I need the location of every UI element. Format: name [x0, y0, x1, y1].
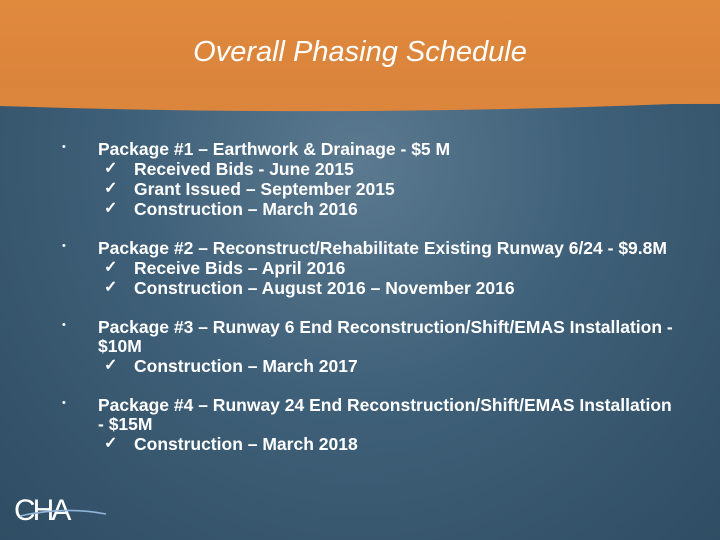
milestone-list	[98, 356, 682, 376]
package-title: Package #4 – Runway 24 End Reconstruction/Shift/EMAS Installation - $15M	[98, 395, 672, 434]
package-list	[62, 140, 682, 474]
package-title: Package #1 – Earthwork & Drainage - $5 M	[98, 139, 451, 159]
package-title: Package #3 – Runway 6 End Reconstruction/Shift/EMAS Installation - $10M	[98, 317, 673, 356]
milestone-item	[98, 278, 682, 298]
cha-logo	[14, 494, 124, 528]
checkmark-icon: ✓	[104, 180, 118, 197]
milestone-item	[98, 356, 682, 376]
checkmark-icon: ✓	[104, 357, 118, 374]
package-item	[62, 396, 682, 454]
milestone-text: Construction – March 2016	[134, 199, 358, 219]
bullet-icon: •	[62, 141, 66, 153]
bullet-icon: •	[62, 319, 66, 331]
bullet-icon: •	[62, 397, 66, 409]
package-title: Package #2 – Reconstruct/Rehabilitate Existing Runway 6/24 - $9.8M	[98, 238, 667, 258]
bullet-icon: •	[62, 240, 66, 252]
logo-text: CHA	[14, 494, 69, 527]
milestone-list	[98, 434, 682, 454]
milestone-item	[98, 199, 682, 219]
checkmark-icon: ✓	[104, 200, 118, 217]
package-item	[62, 239, 682, 298]
milestone-text: Construction – March 2018	[134, 434, 358, 454]
milestone-list	[98, 159, 682, 219]
package-item	[62, 318, 682, 376]
checkmark-icon: ✓	[104, 160, 118, 177]
milestone-text: Received Bids - June 2015	[134, 159, 354, 179]
milestone-text: Receive Bids – April 2016	[134, 258, 346, 278]
package-item	[62, 140, 682, 219]
milestone-item	[98, 258, 682, 278]
checkmark-icon: ✓	[104, 435, 118, 452]
milestone-item	[98, 179, 682, 199]
slide-title: Overall Phasing Schedule	[193, 36, 527, 68]
banner-curve	[0, 88, 720, 118]
milestone-text: Construction – March 2017	[134, 356, 358, 376]
checkmark-icon: ✓	[104, 279, 118, 296]
milestone-text: Construction – August 2016 – November 2016	[134, 278, 515, 298]
logo-swoosh-icon	[14, 494, 124, 528]
checkmark-icon: ✓	[104, 259, 118, 276]
milestone-list	[98, 258, 682, 298]
milestone-text: Grant Issued – September 2015	[134, 179, 395, 199]
milestone-item	[98, 159, 682, 179]
milestone-item	[98, 434, 682, 454]
